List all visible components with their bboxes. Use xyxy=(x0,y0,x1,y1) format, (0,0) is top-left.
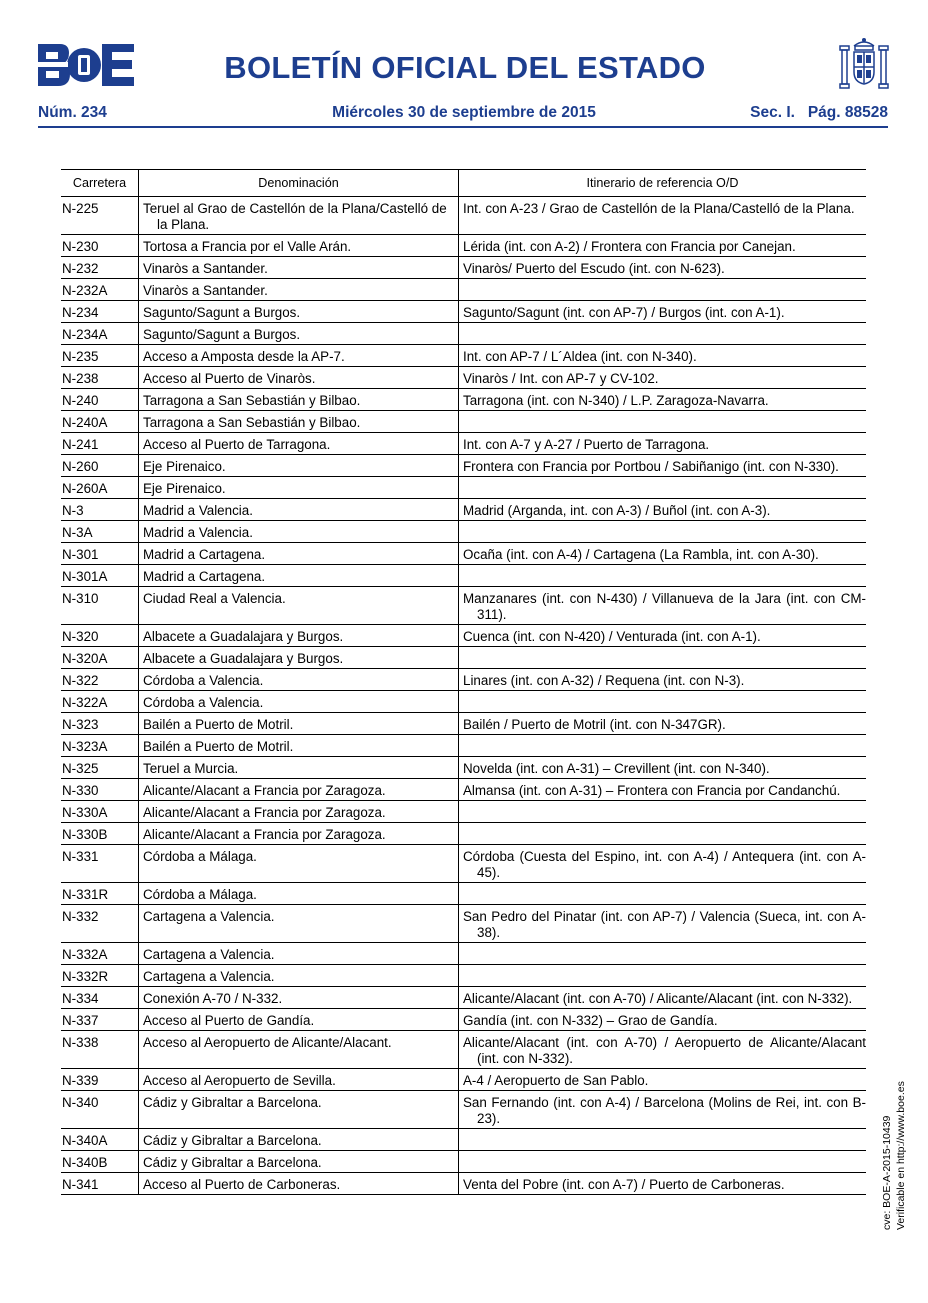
denomination-cell-text: Bailén a Puerto de Motril. xyxy=(143,717,294,732)
road-code-cell xyxy=(61,669,139,691)
denomination-cell xyxy=(139,565,459,587)
road-code-cell-text: N-241 xyxy=(62,437,99,452)
road-code-cell-text: N-330B xyxy=(62,827,108,842)
route-cell-text: Linares (int. con A-32) / Requena (int. con N-3). xyxy=(463,673,745,688)
denomination-cell xyxy=(139,411,459,433)
table-row xyxy=(61,499,866,521)
denomination-cell-text: Acceso al Puerto de Vinaròs. xyxy=(143,371,316,386)
route-cell-text: Frontera con Francia por Portbou / Sabiñanigo (int. con N-330). xyxy=(463,459,839,474)
table-row xyxy=(61,543,866,565)
route-cell-text: Novelda (int. con A-31) – Crevillent (int. con N-340). xyxy=(463,761,770,776)
route-cell xyxy=(459,433,867,455)
coat-of-arms-icon xyxy=(838,36,890,92)
denomination-cell xyxy=(139,477,459,499)
route-cell xyxy=(459,647,867,669)
route-cell-text: Int. con A-7 y A-27 / Puerto de Tarragona. xyxy=(463,437,710,452)
route-cell xyxy=(459,987,867,1009)
table-row xyxy=(61,1091,866,1129)
table-row xyxy=(61,301,866,323)
road-code-cell xyxy=(61,1091,139,1129)
road-code-cell xyxy=(61,1031,139,1069)
road-code-cell xyxy=(61,367,139,389)
denomination-cell-text: Tarragona a San Sebastián y Bilbao. xyxy=(143,415,361,430)
route-cell xyxy=(459,691,867,713)
denomination-cell xyxy=(139,521,459,543)
column-header-carretera: Carretera xyxy=(61,170,139,197)
denomination-cell-text: Sagunto/Sagunt a Burgos. xyxy=(143,327,301,342)
table-row xyxy=(61,883,866,905)
road-code-cell xyxy=(61,235,139,257)
table-row xyxy=(61,323,866,345)
table-row xyxy=(61,433,866,455)
road-code-cell-text: N-232 xyxy=(62,261,99,276)
denomination-cell xyxy=(139,455,459,477)
road-code-cell xyxy=(61,323,139,345)
road-code-cell xyxy=(61,757,139,779)
denomination-cell xyxy=(139,905,459,943)
road-code-cell xyxy=(61,883,139,905)
route-cell-text: Manzanares (int. con N-430) / Villanueva de la Jara (int. con CM-311). xyxy=(463,591,866,622)
route-cell xyxy=(459,543,867,565)
road-code-cell xyxy=(61,197,139,235)
route-cell xyxy=(459,943,867,965)
route-cell xyxy=(459,257,867,279)
denomination-cell-text: Cádiz y Gibraltar a Barcelona. xyxy=(143,1133,322,1148)
route-cell-text: Ocaña (int. con A-4) / Cartagena (La Rambla, int. con A-30). xyxy=(463,547,819,562)
road-code-cell-text: N-310 xyxy=(62,591,99,606)
route-cell xyxy=(459,301,867,323)
route-cell-text: Vinaròs/ Puerto del Escudo (int. con N-623). xyxy=(463,261,725,276)
route-cell xyxy=(459,389,867,411)
denomination-cell-text: Cádiz y Gibraltar a Barcelona. xyxy=(143,1155,322,1170)
denomination-cell-text: Cádiz y Gibraltar a Barcelona. xyxy=(143,1095,322,1110)
table-row xyxy=(61,455,866,477)
table-row xyxy=(61,1151,866,1173)
denomination-cell xyxy=(139,587,459,625)
issue-number: Núm. 234 xyxy=(38,104,107,121)
road-code-cell-text: N-320A xyxy=(62,651,108,666)
route-cell xyxy=(459,345,867,367)
table-row xyxy=(61,691,866,713)
road-code-cell xyxy=(61,587,139,625)
denomination-cell xyxy=(139,1091,459,1129)
cve-code: cve: BOE-A-2015-10439 xyxy=(881,1115,893,1230)
denomination-cell-text: Acceso al Puerto de Gandía. xyxy=(143,1013,315,1028)
road-code-cell xyxy=(61,801,139,823)
road-code-cell-text: N-332A xyxy=(62,947,108,962)
denomination-cell-text: Córdoba a Málaga. xyxy=(143,887,257,902)
table-row xyxy=(61,565,866,587)
route-cell-text: Int. con AP-7 / L´Aldea (int. con N-340). xyxy=(463,349,697,364)
denomination-cell xyxy=(139,801,459,823)
route-cell-text: San Fernando (int. con A-4) / Barcelona (Molins de Rei, int. con B-23). xyxy=(463,1095,866,1126)
denomination-cell xyxy=(139,1173,459,1195)
route-cell xyxy=(459,323,867,345)
road-code-cell-text: N-322A xyxy=(62,695,108,710)
denomination-cell xyxy=(139,647,459,669)
denomination-cell-text: Albacete a Guadalajara y Burgos. xyxy=(143,651,344,666)
road-code-cell-text: N-320 xyxy=(62,629,99,644)
road-code-cell xyxy=(61,345,139,367)
table-row xyxy=(61,943,866,965)
road-code-cell-text: N-234 xyxy=(62,305,99,320)
denomination-cell-text: Acceso al Puerto de Carboneras. xyxy=(143,1177,341,1192)
route-cell xyxy=(459,1151,867,1173)
table-row xyxy=(61,411,866,433)
road-code-cell xyxy=(61,735,139,757)
road-code-cell xyxy=(61,823,139,845)
road-code-cell xyxy=(61,521,139,543)
denomination-cell-text: Córdoba a Valencia. xyxy=(143,673,264,688)
route-cell-text: Alicante/Alacant (int. con A-70) / Aeropuerto de Alicante/Alacant (int. con N-332). xyxy=(463,1035,866,1066)
side-verification xyxy=(880,1060,920,1230)
denomination-cell xyxy=(139,845,459,883)
road-code-cell-text: N-339 xyxy=(62,1073,99,1088)
denomination-cell-text: Sagunto/Sagunt a Burgos. xyxy=(143,305,301,320)
road-code-cell xyxy=(61,845,139,883)
route-cell xyxy=(459,197,867,235)
table-row xyxy=(61,477,866,499)
road-code-cell xyxy=(61,1151,139,1173)
road-code-cell-text: N-260 xyxy=(62,459,99,474)
table-row xyxy=(61,1031,866,1069)
road-code-cell-text: N-337 xyxy=(62,1013,99,1028)
denomination-cell xyxy=(139,389,459,411)
route-cell xyxy=(459,779,867,801)
route-cell xyxy=(459,565,867,587)
road-code-cell xyxy=(61,477,139,499)
denomination-cell-text: Cartagena a Valencia. xyxy=(143,969,275,984)
road-code-cell xyxy=(61,625,139,647)
route-cell xyxy=(459,1069,867,1091)
road-code-cell-text: N-230 xyxy=(62,239,99,254)
denomination-cell xyxy=(139,323,459,345)
table-row xyxy=(61,647,866,669)
route-cell xyxy=(459,477,867,499)
route-cell-text: Bailén / Puerto de Motril (int. con N-347GR). xyxy=(463,717,726,732)
table-row xyxy=(61,197,866,235)
road-code-cell xyxy=(61,389,139,411)
table-row xyxy=(61,521,866,543)
denomination-cell xyxy=(139,987,459,1009)
route-cell-text: Cuenca (int. con N-420) / Venturada (int. con A-1). xyxy=(463,629,761,644)
road-code-cell xyxy=(61,301,139,323)
route-cell xyxy=(459,1091,867,1129)
denomination-cell-text: Madrid a Valencia. xyxy=(143,503,253,518)
road-code-cell xyxy=(61,647,139,669)
road-code-cell xyxy=(61,905,139,943)
denomination-cell-text: Teruel a Murcia. xyxy=(143,761,239,776)
table-row xyxy=(61,987,866,1009)
road-code-cell xyxy=(61,1129,139,1151)
table-row xyxy=(61,279,866,301)
denomination-cell xyxy=(139,965,459,987)
road-code-cell xyxy=(61,713,139,735)
road-code-cell-text: N-332 xyxy=(62,909,99,924)
road-code-cell-text: N-3 xyxy=(62,503,84,518)
route-cell xyxy=(459,411,867,433)
verify-url: Verificable en http://www.boe.es xyxy=(895,1081,907,1230)
route-cell xyxy=(459,905,867,943)
route-cell-text: Córdoba (Cuesta del Espino, int. con A-4) / Antequera (int. con A-45). xyxy=(463,849,866,880)
denomination-cell-text: Tarragona a San Sebastián y Bilbao. xyxy=(143,393,361,408)
route-cell xyxy=(459,499,867,521)
road-code-cell xyxy=(61,691,139,713)
denomination-cell xyxy=(139,669,459,691)
route-cell xyxy=(459,713,867,735)
road-code-cell xyxy=(61,411,139,433)
route-cell xyxy=(459,823,867,845)
table-row xyxy=(61,1129,866,1151)
table-header-row xyxy=(61,170,866,197)
road-code-cell-text: N-238 xyxy=(62,371,99,386)
route-cell xyxy=(459,1129,867,1151)
road-code-cell xyxy=(61,499,139,521)
table-row xyxy=(61,1069,866,1091)
table-row xyxy=(61,389,866,411)
denomination-cell-text: Ciudad Real a Valencia. xyxy=(143,591,286,606)
issue-date: Miércoles 30 de septiembre de 2015 xyxy=(332,104,596,121)
route-cell xyxy=(459,757,867,779)
road-code-cell-text: N-225 xyxy=(62,201,99,216)
road-code-cell-text: N-330 xyxy=(62,783,99,798)
road-code-cell-text: N-325 xyxy=(62,761,99,776)
table-row xyxy=(61,669,866,691)
denomination-cell-text: Acceso al Aeropuerto de Alicante/Alacant. xyxy=(143,1035,392,1050)
road-code-cell xyxy=(61,1173,139,1195)
route-cell-text: Int. con A-23 / Grao de Castellón de la Plana/Castelló de la Plana. xyxy=(463,201,855,216)
road-code-cell-text: N-340A xyxy=(62,1133,108,1148)
table-row xyxy=(61,235,866,257)
denomination-cell xyxy=(139,433,459,455)
road-code-cell-text: N-240A xyxy=(62,415,108,430)
denomination-cell xyxy=(139,691,459,713)
road-code-cell xyxy=(61,965,139,987)
road-code-cell-text: N-340 xyxy=(62,1095,99,1110)
denomination-cell xyxy=(139,1009,459,1031)
denomination-cell xyxy=(139,883,459,905)
denomination-cell xyxy=(139,367,459,389)
table-body xyxy=(61,197,866,1195)
road-code-cell xyxy=(61,987,139,1009)
column-header-denominacion: Denominación xyxy=(139,170,459,197)
road-code-cell-text: N-234A xyxy=(62,327,108,342)
denomination-cell-text: Eje Pirenaico. xyxy=(143,481,226,496)
route-cell-text: Venta del Pobre (int. con A-7) / Puerto de Carboneras. xyxy=(463,1177,785,1192)
denomination-cell xyxy=(139,735,459,757)
table-row xyxy=(61,257,866,279)
route-cell-text: Alicante/Alacant (int. con A-70) / Alicante/Alacant (int. con N-332). xyxy=(463,991,853,1006)
road-code-cell xyxy=(61,1009,139,1031)
route-cell xyxy=(459,669,867,691)
road-code-cell-text: N-323A xyxy=(62,739,108,754)
road-code-cell xyxy=(61,1069,139,1091)
road-code-cell-text: N-301A xyxy=(62,569,108,584)
denomination-cell xyxy=(139,625,459,647)
denomination-cell xyxy=(139,1069,459,1091)
route-cell-text: Sagunto/Sagunt (int. con AP-7) / Burgos (int. con A-1). xyxy=(463,305,785,320)
denomination-cell xyxy=(139,301,459,323)
table-row xyxy=(61,965,866,987)
boe-logo xyxy=(38,44,134,86)
table-row xyxy=(61,345,866,367)
header-rule xyxy=(38,126,888,128)
denomination-cell-text: Albacete a Guadalajara y Burgos. xyxy=(143,629,344,644)
denomination-cell xyxy=(139,1031,459,1069)
route-cell-text: Tarragona (int. con N-340) / L.P. Zaragoza-Navarra. xyxy=(463,393,769,408)
road-code-cell xyxy=(61,543,139,565)
route-cell xyxy=(459,845,867,883)
denomination-cell-text: Madrid a Valencia. xyxy=(143,525,253,540)
denomination-cell-text: Córdoba a Valencia. xyxy=(143,695,264,710)
denomination-cell xyxy=(139,779,459,801)
table-row xyxy=(61,587,866,625)
denomination-cell xyxy=(139,1151,459,1173)
route-cell-text: Madrid (Arganda, int. con A-3) / Buñol (int. con A-3). xyxy=(463,503,771,518)
route-cell xyxy=(459,1009,867,1031)
table-row xyxy=(61,845,866,883)
road-code-cell xyxy=(61,433,139,455)
table-row xyxy=(61,801,866,823)
road-code-cell-text: N-332R xyxy=(62,969,109,984)
route-cell-text: Lérida (int. con A-2) / Frontera con Francia por Canejan. xyxy=(463,239,796,254)
denomination-cell xyxy=(139,757,459,779)
denomination-cell xyxy=(139,823,459,845)
route-cell xyxy=(459,235,867,257)
route-cell xyxy=(459,883,867,905)
denomination-cell-text: Cartagena a Valencia. xyxy=(143,909,275,924)
denomination-cell xyxy=(139,713,459,735)
road-code-cell-text: N-338 xyxy=(62,1035,99,1050)
denomination-cell-text: Alicante/Alacant a Francia por Zaragoza. xyxy=(143,827,386,842)
road-code-cell-text: N-323 xyxy=(62,717,99,732)
route-cell xyxy=(459,625,867,647)
table-row xyxy=(61,1173,866,1195)
road-code-cell xyxy=(61,943,139,965)
road-code-cell-text: N-340B xyxy=(62,1155,108,1170)
section-page: Sec. I. Pág. 88528 xyxy=(750,104,888,121)
road-code-cell-text: N-334 xyxy=(62,991,99,1006)
table-row xyxy=(61,367,866,389)
route-cell-text: Gandía (int. con N-332) – Grao de Gandía. xyxy=(463,1013,718,1028)
route-cell xyxy=(459,735,867,757)
denomination-cell-text: Acceso al Puerto de Tarragona. xyxy=(143,437,331,452)
road-code-cell-text: N-330A xyxy=(62,805,108,820)
route-cell xyxy=(459,1031,867,1069)
route-cell xyxy=(459,367,867,389)
table-row xyxy=(61,823,866,845)
denomination-cell-text: Acceso a Amposta desde la AP-7. xyxy=(143,349,345,364)
denomination-cell-text: Eje Pirenaico. xyxy=(143,459,226,474)
denomination-cell-text: Cartagena a Valencia. xyxy=(143,947,275,962)
route-cell-text: Vinaròs / Int. con AP-7 y CV-102. xyxy=(463,371,659,386)
table-row xyxy=(61,625,866,647)
denomination-cell-text: Madrid a Cartagena. xyxy=(143,547,266,562)
route-cell xyxy=(459,801,867,823)
denomination-cell-text: Vinaròs a Santander. xyxy=(143,261,268,276)
denomination-cell-text: Córdoba a Málaga. xyxy=(143,849,257,864)
denomination-cell-text: Alicante/Alacant a Francia por Zaragoza. xyxy=(143,783,386,798)
road-code-cell xyxy=(61,257,139,279)
denomination-cell xyxy=(139,197,459,235)
route-cell-text: A-4 / Aeropuerto de San Pablo. xyxy=(463,1073,649,1088)
denomination-cell xyxy=(139,943,459,965)
route-cell-text: Almansa (int. con A-31) – Frontera con Francia por Candanchú. xyxy=(463,783,841,798)
denomination-cell-text: Acceso al Aeropuerto de Sevilla. xyxy=(143,1073,336,1088)
road-code-cell-text: N-235 xyxy=(62,349,99,364)
denomination-cell-text: Vinaròs a Santander. xyxy=(143,283,268,298)
roads-table xyxy=(61,169,866,1195)
table-row xyxy=(61,713,866,735)
denomination-cell-text: Teruel al Grao de Castellón de la Plana/Castelló de la Plana. xyxy=(143,201,447,232)
table-row xyxy=(61,905,866,943)
table-row xyxy=(61,757,866,779)
denomination-cell xyxy=(139,235,459,257)
denomination-cell-text: Conexión A-70 / N-332. xyxy=(143,991,283,1006)
table-row xyxy=(61,735,866,757)
road-code-cell xyxy=(61,565,139,587)
road-code-cell-text: N-331 xyxy=(62,849,99,864)
route-cell xyxy=(459,521,867,543)
column-header-itinerario: Itinerario de referencia O/D xyxy=(459,170,867,197)
road-code-cell xyxy=(61,455,139,477)
denomination-cell xyxy=(139,1129,459,1151)
road-code-cell-text: N-240 xyxy=(62,393,99,408)
denomination-cell xyxy=(139,257,459,279)
denomination-cell-text: Alicante/Alacant a Francia por Zaragoza. xyxy=(143,805,386,820)
road-code-cell-text: N-3A xyxy=(62,525,93,540)
route-cell xyxy=(459,965,867,987)
road-code-cell-text: N-301 xyxy=(62,547,99,562)
road-code-cell-text: N-260A xyxy=(62,481,108,496)
road-code-cell-text: N-341 xyxy=(62,1177,99,1192)
denomination-cell xyxy=(139,345,459,367)
table-row xyxy=(61,779,866,801)
gazette-title: BOLETÍN OFICIAL DEL ESTADO xyxy=(224,50,706,85)
table-row xyxy=(61,1009,866,1031)
road-code-cell xyxy=(61,279,139,301)
route-cell xyxy=(459,455,867,477)
route-cell xyxy=(459,1173,867,1195)
road-code-cell-text: N-232A xyxy=(62,283,108,298)
road-code-cell-text: N-331R xyxy=(62,887,109,902)
route-cell-text: San Pedro del Pinatar (int. con AP-7) / Valencia (Sueca, int. con A-38). xyxy=(463,909,866,940)
denomination-cell-text: Bailén a Puerto de Motril. xyxy=(143,739,294,754)
route-cell xyxy=(459,279,867,301)
road-code-cell-text: N-322 xyxy=(62,673,99,688)
denomination-cell-text: Tortosa a Francia por el Valle Arán. xyxy=(143,239,352,254)
denomination-cell-text: Madrid a Cartagena. xyxy=(143,569,266,584)
denomination-cell xyxy=(139,499,459,521)
denomination-cell xyxy=(139,279,459,301)
route-cell xyxy=(459,587,867,625)
denomination-cell xyxy=(139,543,459,565)
road-code-cell xyxy=(61,779,139,801)
